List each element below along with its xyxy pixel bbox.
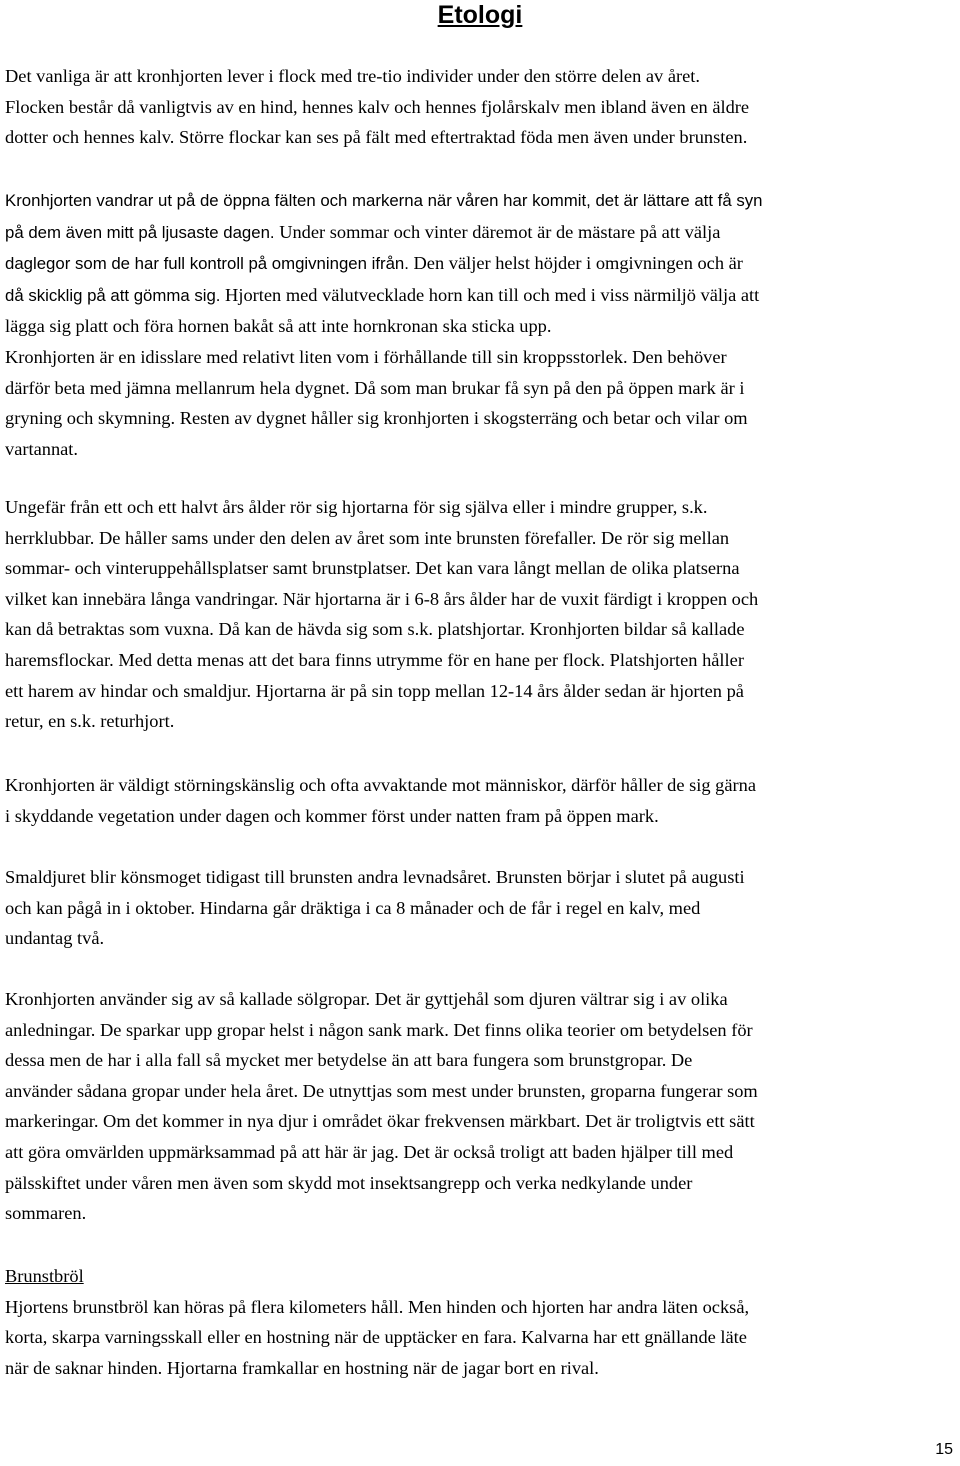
text-fragment: då skicklig på att gömma sig.	[5, 285, 221, 305]
text-line: Kronhjorten använder sig av så kallade sölgropar. Det är gyttjehål som djuren vältrar sig i av olika	[5, 989, 728, 1009]
text-line: haremsflockar. Med detta menas att det bara finns utrymme för en hane per flock. Platshjorten håller	[5, 649, 744, 670]
text-line: Hjortens brunstbröl kan höras på flera kilometers håll. Men hinden och hjorten har andra läten också,	[5, 1296, 750, 1317]
text-line: kan då betraktas som vuxna. Då kan de hävda sig som s.k. platshjortar. Kronhjorten bildar så kallade	[5, 619, 745, 640]
text-line: herrklubbar. De håller sams under den delen av året som inte brunsten förefaller. De rör sig mellan	[5, 527, 730, 548]
text-line: använder sådana gropar under hela året. De utnyttjas som mest under brunsten, groparna fungerar som	[5, 1080, 758, 1101]
text-line: anledningar. De sparkar upp gropar helst i någon sank mark. Det finns olika teorier om betydelsen för	[5, 1019, 753, 1040]
text-line: Ungefär från ett och ett halvt års ålder rör sig hjortarna för sig själva eller i mindre grupper, s.k.	[5, 497, 708, 517]
page-number: 15	[935, 1441, 953, 1458]
text-line: retur, en s.k. returhjort.	[5, 711, 175, 732]
text-line: Kronhjorten vandrar ut på de öppna fälten och markerna när våren har kommit, det är lättare att få syn	[5, 191, 763, 210]
text-line: undantag två.	[5, 928, 105, 949]
text-line: dessa men de har i alla fall så mycket mer betydelse än att bara fungera som brunstgropar. De	[5, 1050, 693, 1071]
text-line: Kronhjorten är väldigt störningskänslig och ofta avvaktande mot människor, därför håller de sig gärna	[5, 775, 757, 795]
text-fragment: på dem även mitt på ljusaste dagen.	[5, 222, 275, 242]
text-line: Det vanliga är att kronhjorten lever i flock med tre-tio individer under den större delen av året.	[5, 66, 701, 86]
text-line: vartannat.	[5, 438, 79, 459]
text-line	[5, 280, 955, 312]
subheading: Brunstbröl	[5, 1266, 84, 1286]
text-line: Smaldjuret blir könsmoget tidigast till brunsten andra levnadsåret. Brunsten börjar i slutet på augusti	[5, 867, 745, 887]
text-line: markeringar. Om det kommer in nya djur i området ökar frekvensen märkbart. Det är troligtvis ett sätt	[5, 1111, 755, 1132]
text-line: Kronhjorten är en idisslare med relativt liten vom i förhållande till sin kroppsstorlek. Den behöver	[5, 346, 727, 367]
text-line: därför beta med jämna mellanrum hela dygnet. Då som man brukar få syn på den på öppen mark är i	[5, 377, 745, 398]
text-line: vilket kan innebära långa vandringar. När hjortarna är i 6-8 års ålder har de vuxit färdigt i kroppen och	[5, 588, 759, 609]
page-title: Etologi	[437, 1, 523, 29]
paragraph-brunst	[5, 862, 955, 954]
text-line: ett harem av hindar och smaldjur. Hjortarna är på sin topp mellan 12-14 års ålder sedan är hjorten på	[5, 680, 744, 701]
text-line: att göra omvärlden uppmärksammad på att här är jag. Det är också troligt att baden hjälper till med	[5, 1141, 734, 1162]
paragraph-solgropar	[5, 984, 955, 1229]
text-fragment: daglegor som de har full kontroll på omgivningen ifrån.	[5, 254, 409, 274]
text-line: pälsskiftet under våren men även som skydd mot insektsangrepp och verka nedkylande under	[5, 1172, 693, 1193]
text-line: och kan pågå in i oktober. Hindarna går dräktiga i ca 8 månader och de får i regel en kalv, med	[5, 897, 701, 918]
text-fragment: Under sommar och vinter däremot är de mästare på att välja	[274, 221, 721, 242]
text-line	[5, 217, 955, 249]
text-line: korta, skarpa varningsskall eller en hostning när de upptäcker en fara. Kalvarna har ett gnällande läte	[5, 1327, 747, 1348]
paragraph-storning	[5, 770, 955, 831]
text-line: sommaren.	[5, 1203, 87, 1224]
text-line: dotter och hennes kalv. Större flockar kan ses på fält med eftertraktad föda men även under brunsten.	[5, 127, 748, 148]
text-fragment: Den väljer helst höjder i omgivningen och är	[408, 253, 743, 274]
text-line: i skyddande vegetation under dagen och kommer först under natten fram på öppen mark.	[5, 805, 659, 826]
text-line: gryning och skymning. Resten av dygnet håller sig kronhjorten i skogsterräng och betar och vilar om	[5, 408, 748, 429]
text-line: Flocken består då vanligtvis av en hind, hennes kalv och hennes fjolårskalv men ibland även en äldre	[5, 96, 750, 117]
paragraph-vandring	[5, 186, 955, 464]
text-line: sommar- och vinteruppehållsplatser samt brunstplatser. Det kan vara långt mellan de olika platserna	[5, 558, 740, 579]
section-brunstbrol	[5, 1261, 955, 1383]
text-fragment: Hjorten med välutvecklade horn kan till och med i viss närmiljö välja att	[220, 284, 760, 305]
text-line	[5, 248, 955, 280]
text-line: lägga sig platt och föra hornen bakåt så att inte hornkronan ska sticka upp.	[5, 316, 552, 337]
text-line: när de saknar hinden. Hjortarna framkallar en hostning när de jagar bort en rival.	[5, 1357, 599, 1378]
paragraph-herrklubbar	[5, 492, 955, 737]
paragraph-flock	[5, 61, 955, 153]
